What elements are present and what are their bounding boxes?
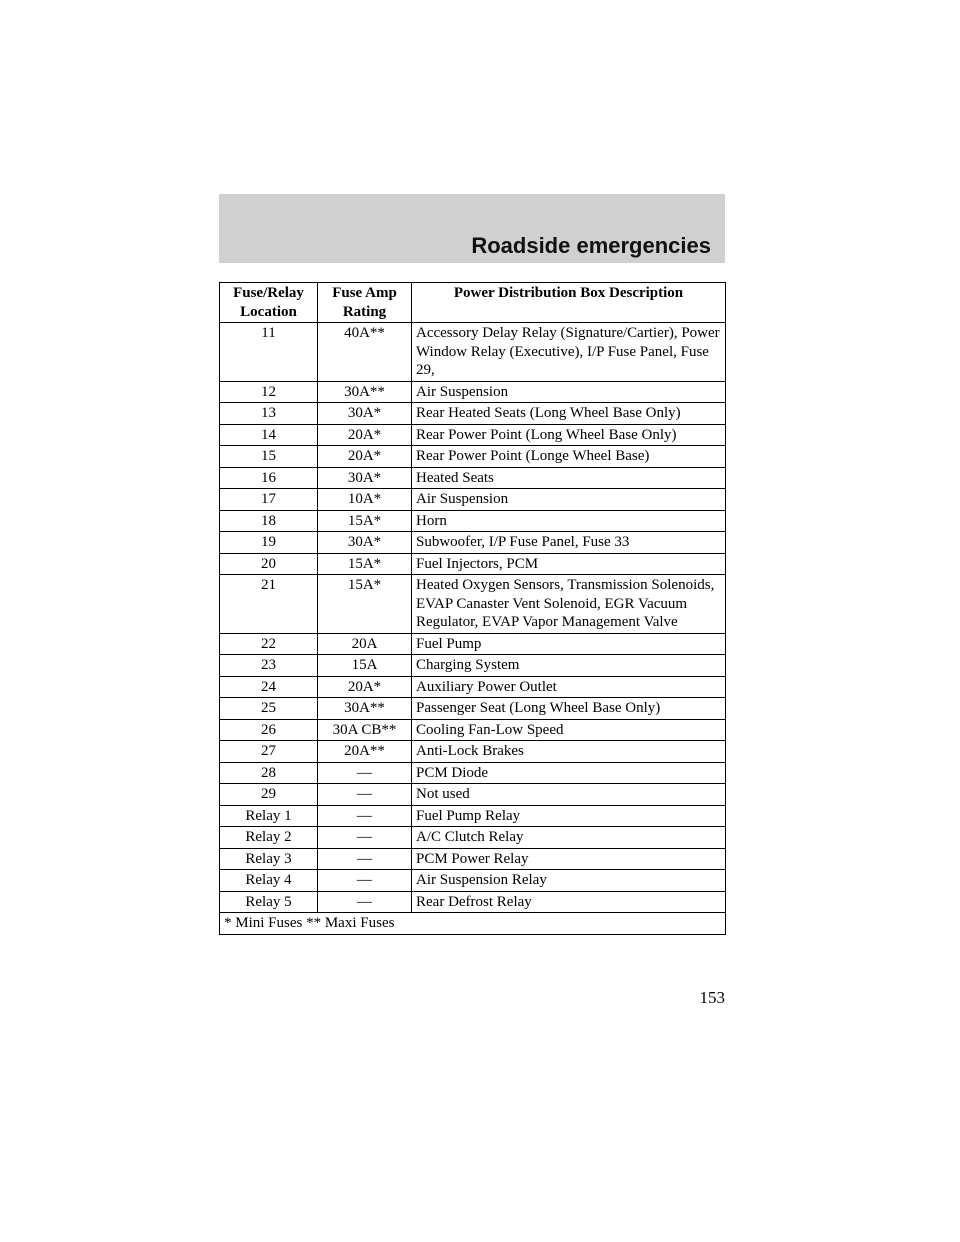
cell-location: 24: [220, 676, 318, 698]
table-row: [220, 827, 726, 849]
cell-location: 25: [220, 698, 318, 720]
table-row: [220, 532, 726, 554]
cell-amp-rating: —: [318, 805, 412, 827]
cell-location: 15: [220, 446, 318, 468]
cell-description: Not used: [412, 784, 726, 806]
cell-description: PCM Diode: [412, 762, 726, 784]
cell-amp-rating: —: [318, 762, 412, 784]
cell-description: Rear Power Point (Long Wheel Base Only): [412, 424, 726, 446]
cell-amp-rating: 20A*: [318, 446, 412, 468]
cell-amp-rating: 15A*: [318, 510, 412, 532]
cell-amp-rating: 20A*: [318, 676, 412, 698]
table-row: [220, 323, 726, 382]
footnote-row: [220, 913, 726, 935]
cell-description: Fuel Pump: [412, 633, 726, 655]
cell-location: Relay 5: [220, 891, 318, 913]
cell-location: 20: [220, 553, 318, 575]
cell-location: 17: [220, 489, 318, 511]
cell-amp-rating: —: [318, 848, 412, 870]
cell-location: 27: [220, 741, 318, 763]
cell-description: Fuel Injectors, PCM: [412, 553, 726, 575]
cell-amp-rating: 15A*: [318, 575, 412, 634]
cell-amp-rating: 30A*: [318, 467, 412, 489]
table-row: [220, 446, 726, 468]
cell-description: Rear Power Point (Longe Wheel Base): [412, 446, 726, 468]
cell-location: Relay 3: [220, 848, 318, 870]
cell-description: Rear Defrost Relay: [412, 891, 726, 913]
cell-location: 11: [220, 323, 318, 382]
table-row: [220, 403, 726, 425]
cell-location: 13: [220, 403, 318, 425]
cell-location: 23: [220, 655, 318, 677]
column-header-amp-rating: Fuse Amp Rating: [318, 283, 412, 323]
cell-location: 18: [220, 510, 318, 532]
cell-location: 12: [220, 381, 318, 403]
cell-amp-rating: 15A*: [318, 553, 412, 575]
cell-description: Air Suspension Relay: [412, 870, 726, 892]
table-row: [220, 467, 726, 489]
cell-location: 26: [220, 719, 318, 741]
column-header-description: Power Distribution Box Description: [412, 283, 726, 323]
table-row: [220, 784, 726, 806]
cell-amp-rating: 30A*: [318, 532, 412, 554]
table-row: [220, 676, 726, 698]
cell-description: Air Suspension: [412, 489, 726, 511]
cell-amp-rating: 20A: [318, 633, 412, 655]
cell-location: Relay 4: [220, 870, 318, 892]
table-row: [220, 848, 726, 870]
cell-description: Subwoofer, I/P Fuse Panel, Fuse 33: [412, 532, 726, 554]
cell-description: Fuel Pump Relay: [412, 805, 726, 827]
cell-description: Rear Heated Seats (Long Wheel Base Only): [412, 403, 726, 425]
cell-location: Relay 2: [220, 827, 318, 849]
cell-location: 21: [220, 575, 318, 634]
cell-amp-rating: 30A**: [318, 381, 412, 403]
table-row: [220, 633, 726, 655]
cell-description: Heated Seats: [412, 467, 726, 489]
table-row: [220, 698, 726, 720]
cell-amp-rating: —: [318, 827, 412, 849]
cell-amp-rating: 40A**: [318, 323, 412, 382]
cell-description: Anti-Lock Brakes: [412, 741, 726, 763]
table-row: [220, 762, 726, 784]
cell-description: Horn: [412, 510, 726, 532]
cell-description: Charging System: [412, 655, 726, 677]
section-title: Roadside emergencies: [471, 233, 711, 258]
cell-amp-rating: 20A*: [318, 424, 412, 446]
cell-amp-rating: 30A**: [318, 698, 412, 720]
table-row: [220, 891, 726, 913]
cell-description: Passenger Seat (Long Wheel Base Only): [412, 698, 726, 720]
cell-description: Heated Oxygen Sensors, Transmission Solenoids, EVAP Canaster Vent Solenoid, EGR Vacuum Regulator, EVAP Vapor Management Valve: [412, 575, 726, 634]
table-row: [220, 381, 726, 403]
cell-location: 28: [220, 762, 318, 784]
cell-amp-rating: 20A**: [318, 741, 412, 763]
cell-description: Cooling Fan-Low Speed: [412, 719, 726, 741]
cell-location: 16: [220, 467, 318, 489]
table-row: [220, 424, 726, 446]
cell-location: 22: [220, 633, 318, 655]
table-row: [220, 489, 726, 511]
cell-description: Auxiliary Power Outlet: [412, 676, 726, 698]
column-header-location: Fuse/Relay Location: [220, 283, 318, 323]
cell-amp-rating: 10A*: [318, 489, 412, 511]
cell-description: Air Suspension: [412, 381, 726, 403]
table-row: [220, 719, 726, 741]
cell-description: PCM Power Relay: [412, 848, 726, 870]
cell-amp-rating: —: [318, 784, 412, 806]
cell-amp-rating: 30A CB**: [318, 719, 412, 741]
table-footnote: * Mini Fuses ** Maxi Fuses: [220, 913, 726, 935]
cell-location: 29: [220, 784, 318, 806]
table-row: [220, 655, 726, 677]
section-header: [219, 194, 725, 263]
cell-description: Accessory Delay Relay (Signature/Cartier), Power Window Relay (Executive), I/P Fuse Panel, Fuse 29,: [412, 323, 726, 382]
table-row: [220, 805, 726, 827]
cell-location: 19: [220, 532, 318, 554]
table-body: [220, 323, 726, 913]
table-row: [220, 575, 726, 634]
cell-description: A/C Clutch Relay: [412, 827, 726, 849]
cell-location: Relay 1: [220, 805, 318, 827]
fuse-table: [219, 282, 726, 935]
table-row: [220, 510, 726, 532]
table-row: [220, 553, 726, 575]
table-header-row: [220, 283, 726, 323]
table-row: [220, 741, 726, 763]
page-number: 153: [699, 988, 725, 1007]
cell-amp-rating: 15A: [318, 655, 412, 677]
table-row: [220, 870, 726, 892]
cell-amp-rating: 30A*: [318, 403, 412, 425]
cell-amp-rating: —: [318, 891, 412, 913]
cell-location: 14: [220, 424, 318, 446]
cell-amp-rating: —: [318, 870, 412, 892]
